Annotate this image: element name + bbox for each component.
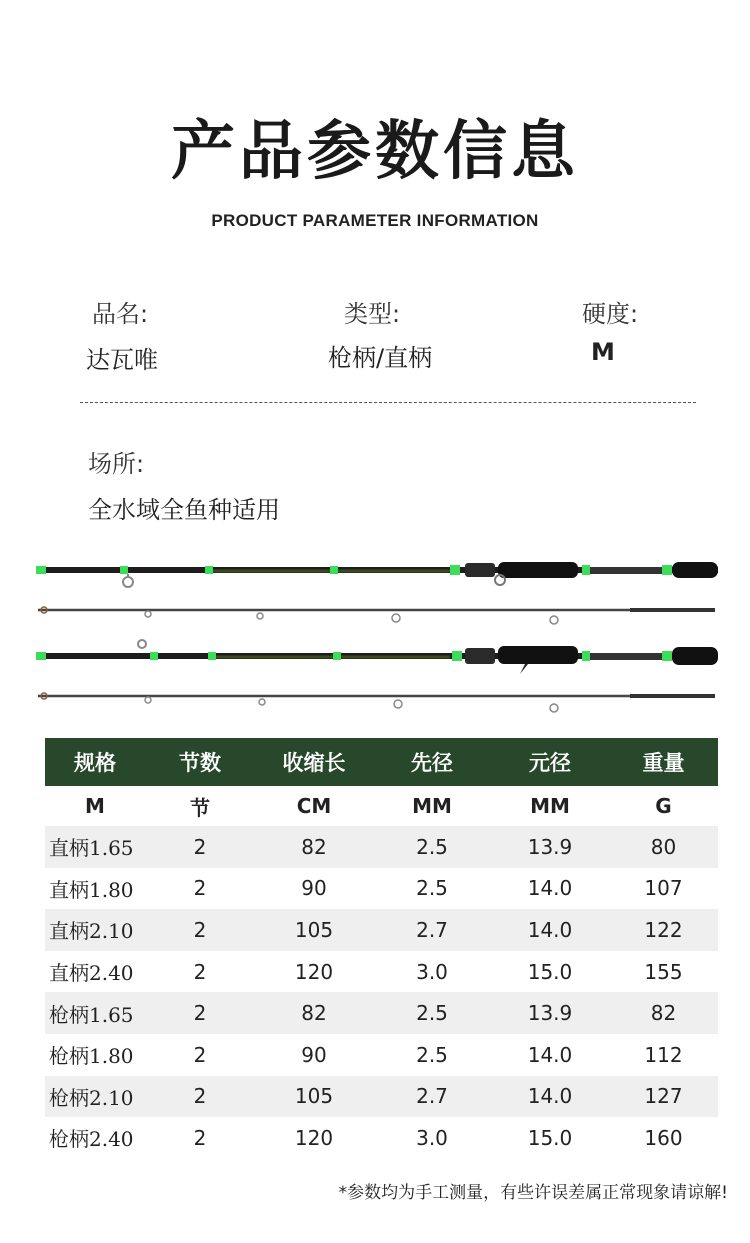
fishing-rod-illustration: [30, 550, 730, 720]
cell-closed-length: 90: [301, 1042, 327, 1067]
cell-butt-diameter: 15.0: [527, 959, 573, 984]
table-row: [45, 1034, 718, 1076]
unit-cell: MM: [412, 794, 452, 818]
cell-weight: 82: [609, 992, 718, 1034]
cell-spec: 枪柄2.10: [45, 1076, 145, 1118]
hardness-label: 硬度:: [582, 300, 639, 328]
cell-closed-length: 90: [301, 876, 327, 901]
cell-tip-diameter: 3.0: [416, 959, 448, 984]
cell-closed-length: 105: [255, 1076, 373, 1118]
cell-weight: 122: [609, 909, 718, 951]
cell-butt-diameter: 13.9: [491, 826, 609, 868]
cell-tip-diameter: 2.7: [373, 1076, 491, 1118]
cell-tip-diameter: 2.5: [373, 826, 491, 868]
cell-sections: 2: [145, 1076, 255, 1118]
cell-weight: 127: [609, 1076, 718, 1118]
dashed-divider: [80, 402, 696, 403]
rod-2-tip-section: [38, 693, 715, 712]
header-spec: 规格: [45, 738, 145, 786]
cell-tip-diameter: 2.5: [416, 876, 448, 901]
cell-weight: 112: [644, 1042, 683, 1067]
cell-tip-diameter: 2.5: [373, 992, 491, 1034]
cell-closed-length: 120: [294, 959, 334, 984]
unit-cell: M: [85, 794, 105, 818]
cell-tip-diameter: 2.7: [373, 909, 491, 951]
name-label: 品名:: [92, 300, 149, 328]
type-value: 枪柄/直柄: [328, 344, 433, 372]
rod-1-butt-section: [36, 562, 718, 587]
table-header-row: [45, 738, 718, 786]
cell-butt-diameter: 14.0: [527, 876, 573, 901]
cell-sections: 2: [193, 959, 207, 984]
cell-weight: 160: [644, 1125, 683, 1150]
cell-sections: 2: [193, 1042, 207, 1067]
table-row: [45, 826, 718, 868]
place-label: 场所:: [88, 450, 145, 478]
table-row: [45, 909, 718, 951]
unit-cell: MM: [530, 794, 570, 818]
place-value: 全水域全鱼种适用: [88, 496, 280, 524]
cell-closed-length: 82: [255, 826, 373, 868]
cell-weight: 155: [644, 959, 683, 984]
cell-closed-length: 105: [255, 909, 373, 951]
cell-spec: 枪柄1.80: [49, 1044, 134, 1069]
cell-closed-length: 82: [255, 992, 373, 1034]
unit-cell: G: [655, 794, 672, 818]
cell-sections: 2: [193, 876, 207, 901]
cell-spec: 枪柄1.65: [45, 992, 145, 1034]
header-butt-diameter: 元径: [491, 738, 609, 786]
name-value: 达瓦唯: [86, 346, 158, 374]
cell-weight: 80: [609, 826, 718, 868]
cell-sections: 2: [145, 992, 255, 1034]
page-subtitle: PRODUCT PARAMETER INFORMATION: [211, 211, 539, 230]
cell-spec: 枪柄2.40: [49, 1127, 134, 1152]
units-row: [45, 786, 718, 826]
cell-spec: 直柄2.40: [49, 961, 134, 986]
table-row: [45, 951, 718, 993]
header-sections: 节数: [145, 738, 255, 786]
type-label: 类型:: [344, 300, 401, 328]
cell-butt-diameter: 15.0: [527, 1125, 573, 1150]
table-row: [45, 1076, 718, 1118]
unit-cell: 节: [190, 795, 210, 820]
spec-table: [45, 738, 718, 1159]
cell-sections: 2: [145, 909, 255, 951]
cell-spec: 直柄1.80: [49, 877, 134, 902]
cell-butt-diameter: 13.9: [491, 992, 609, 1034]
cell-tip-diameter: 3.0: [416, 1125, 448, 1150]
header-tip-diameter: 先径: [373, 738, 491, 786]
unit-cell: CM: [296, 794, 332, 818]
hardness-value: M: [591, 338, 615, 366]
cell-butt-diameter: 14.0: [527, 1042, 573, 1067]
table-row: [45, 992, 718, 1034]
cell-butt-diameter: 14.0: [491, 1076, 609, 1118]
header-weight: 重量: [609, 738, 718, 786]
rod-2-butt-section: [36, 640, 718, 674]
cell-spec: 直柄1.65: [45, 826, 145, 868]
header-closed-length: 收缩长: [255, 738, 373, 786]
cell-sections: 2: [145, 826, 255, 868]
cell-butt-diameter: 14.0: [491, 909, 609, 951]
cell-closed-length: 120: [294, 1125, 334, 1150]
measurement-disclaimer: *参数均为手工测量，有些许误差属正常现象请谅解!: [338, 1183, 728, 1203]
table-row: [45, 868, 718, 910]
page-title: 产品参数信息: [171, 115, 579, 189]
cell-sections: 2: [193, 1125, 207, 1150]
cell-weight: 107: [644, 876, 683, 901]
rod-1-tip-section: [38, 607, 715, 624]
cell-spec: 直柄2.10: [45, 909, 145, 951]
cell-tip-diameter: 2.5: [416, 1042, 448, 1067]
table-row: [45, 1117, 718, 1159]
